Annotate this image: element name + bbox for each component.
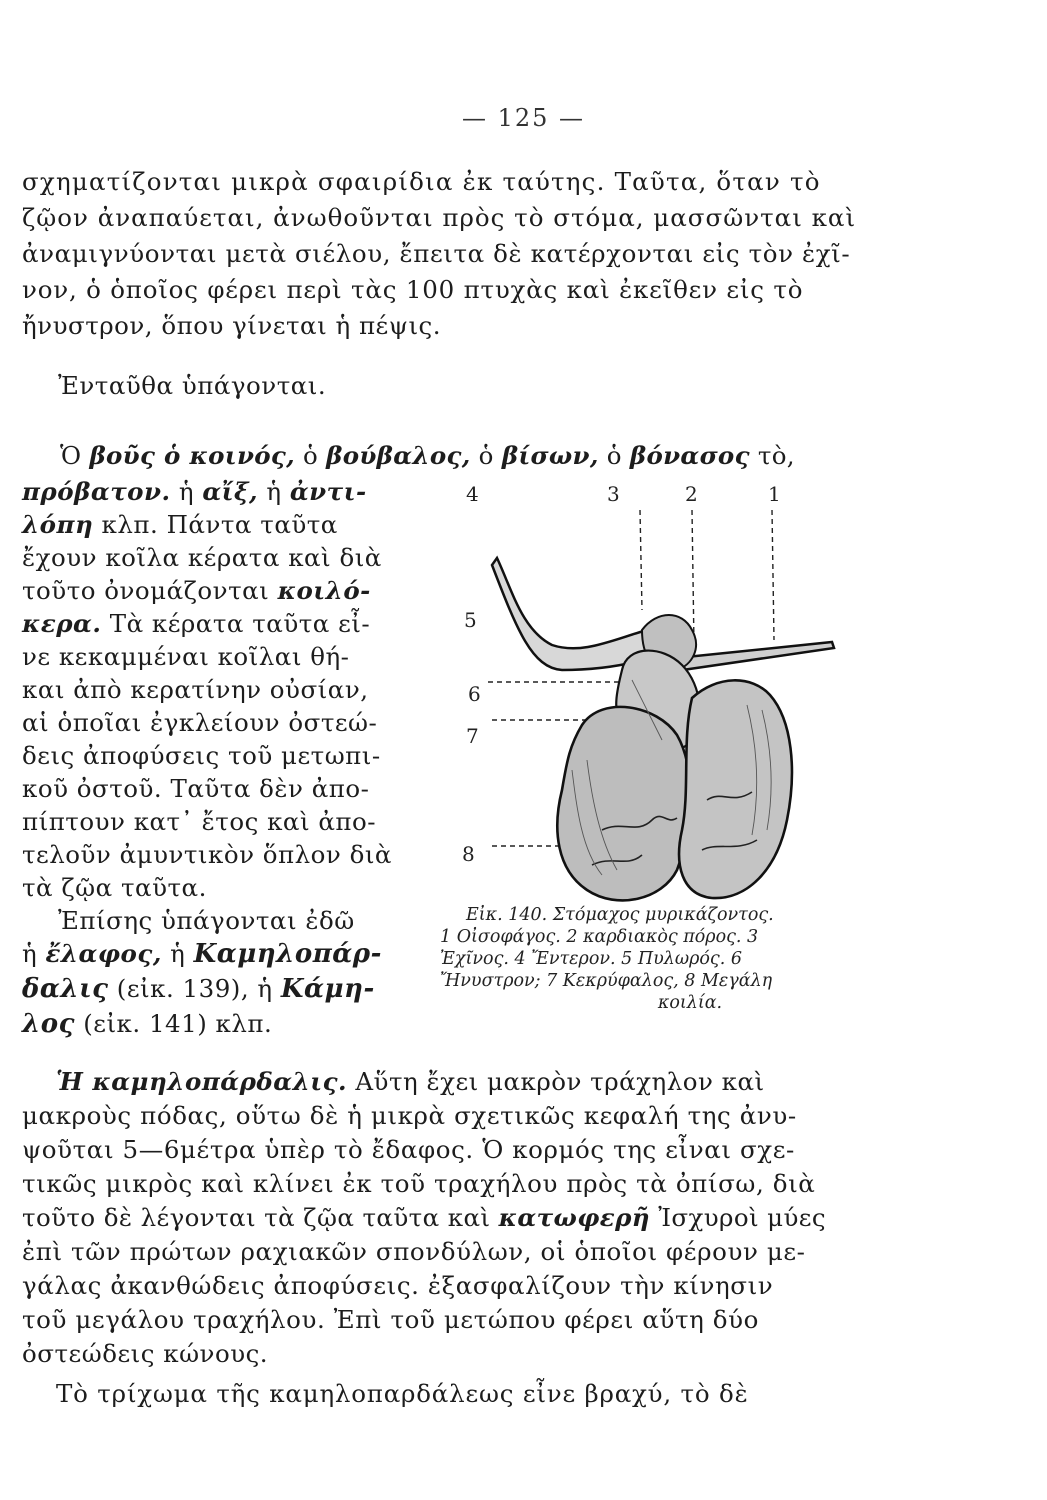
column-line-4 bbox=[22, 575, 392, 608]
caption-line-4: Ἤνυστρον; 7 Κεκρύφαλος, 8 Μεγάλη bbox=[440, 971, 773, 991]
giraffe-text: Αὕτη ἔχει μακρὸν τράχηλον καὶ bbox=[347, 1067, 765, 1096]
caption-line-2: 1 Οἰσοφάγος. 2 καρδιακὸς πόρος. 3 bbox=[440, 927, 759, 947]
column-line-5 bbox=[22, 608, 392, 641]
rumen-left bbox=[557, 707, 690, 901]
giraffe-heading: Ἡ καμηλοπάρδαλις. bbox=[56, 1067, 348, 1096]
column-text: Τὰ κέρατα ταῦτα εἶ- bbox=[101, 609, 371, 638]
column-text: ἡ bbox=[161, 939, 194, 968]
column-line-3: ἔχουν κοῖλα κέρατα καὶ διὰ bbox=[22, 543, 382, 572]
column-text: ἡ bbox=[22, 939, 46, 968]
intro-line-2: ζῷον ἀναπαύεται, ἀνωθοῦνται πρὸς τὸ στόμα, μασσῶνται καὶ bbox=[22, 203, 857, 232]
column-line-12: τελοῦν ἀμυντικὸν ὅπλον διὰ bbox=[22, 840, 392, 869]
term-antelope-end: λόπη bbox=[22, 510, 94, 539]
caption-line-1: Εἰκ. 140. Στόμαχος μυρικάζοντος. bbox=[466, 905, 774, 925]
ruminant-text: Ὁ bbox=[60, 441, 90, 470]
ruminant-text: ὁ bbox=[470, 441, 502, 470]
ruminant-text: ὁ bbox=[598, 441, 630, 470]
column-line-15 bbox=[22, 938, 392, 973]
column-line-10: κοῦ ὀστοῦ. Ταῦτα δὲν ἀπο- bbox=[22, 774, 370, 803]
giraffe-line-2: μακροὺς πόδας, οὕτω δὲ ἡ μικρὰ σχετικῶς κεφαλή της ἀνυ- bbox=[22, 1101, 797, 1130]
section-heading: Ἐνταῦθα ὑπάγονται. bbox=[58, 371, 327, 400]
term-katoferi: κατωφερῆ bbox=[498, 1203, 650, 1232]
term-koilokera-end: κερα. bbox=[22, 609, 102, 638]
term-deer: ἔλαφος, bbox=[45, 939, 162, 968]
column-line-2 bbox=[22, 509, 392, 542]
intro-line-5: ἤνυστρον, ὅπου γίνεται ἡ πέψις. bbox=[22, 311, 442, 340]
intro-line-1: σχηματίζονται μικρὰ σφαιρίδια ἐκ ταύτης. Ταῦτα, ὅταν τὸ bbox=[22, 167, 821, 196]
term-buffalo: βούβαλος, bbox=[326, 441, 471, 470]
column-line-6: νε κεκαμμέναι κοῖλαι θή- bbox=[22, 642, 350, 671]
term-antelope: ἀντι- bbox=[289, 477, 367, 506]
ruminant-line bbox=[60, 440, 795, 472]
column-text: (εἰκ. 141) κλπ. bbox=[74, 1009, 273, 1038]
column-line-9: δεις ἀποφύσεις τοῦ μετωπι- bbox=[22, 741, 381, 770]
caption-line-5: κοιλία. bbox=[657, 993, 723, 1013]
figure-label-6: 6 bbox=[468, 682, 481, 706]
term-ox: βοῦς ὁ κοινός, bbox=[89, 441, 295, 470]
term-koilokera: κοιλό- bbox=[277, 576, 371, 605]
giraffe-text: τοῦτο δὲ λέγονται τὰ ζῷα ταῦτα καὶ bbox=[22, 1203, 499, 1232]
text-column bbox=[22, 476, 392, 1041]
term-goat: αἴξ, bbox=[202, 477, 259, 506]
column-text: ἡ bbox=[170, 477, 203, 506]
giraffe-line-8: τοῦ μεγάλου τραχήλου. Ἐπὶ τοῦ μετώπου φέρει αὕτη δύο bbox=[22, 1305, 759, 1334]
column-line-13: τὰ ζῷα ταῦτα. bbox=[22, 873, 207, 902]
giraffe-line-7: γάλας ἀκανθώδεις ἀποφύσεις. ἐξασφαλίζουν τὴν κίνησιν bbox=[22, 1271, 774, 1300]
figure-label-4: 4 bbox=[466, 482, 479, 506]
intro-line-4: νον, ὁ ὁποῖος φέρει περὶ τὰς 100 πτυχὰς καὶ ἐκεῖθεν εἰς τὸ bbox=[22, 275, 804, 304]
column-text: τοῦτο ὀνομάζονται bbox=[22, 576, 278, 605]
rumen-right bbox=[679, 680, 792, 898]
column-line-16 bbox=[22, 973, 392, 1008]
giraffe-line-10: Τὸ τρίχωμα τῆς καμηλοπαρδάλεως εἶνε βραχύ, τὸ δὲ bbox=[56, 1379, 749, 1408]
term-sheep: πρόβατον. bbox=[22, 477, 171, 506]
figure-label-8: 8 bbox=[462, 842, 475, 866]
figure-label-3: 3 bbox=[607, 482, 620, 506]
column-text: κλπ. Πάντα ταῦτα bbox=[93, 510, 338, 539]
giraffe-line-6: ἐπὶ τῶν πρώτων ραχιακῶν σπονδύλων, οἱ ὁποῖοι φέρουν με- bbox=[22, 1237, 806, 1266]
figure-label-2: 2 bbox=[685, 482, 698, 506]
column-line-11: πίπτουν κατ᾿ ἔτος καὶ ἀπο- bbox=[22, 807, 377, 836]
stomach-figure bbox=[452, 470, 892, 910]
figure-label-5: 5 bbox=[464, 608, 477, 632]
intro-line-3: ἀναμιγνύονται μετὰ σιέλου, ἔπειτα δὲ κατέρχονται εἰς τὸν ἐχῖ- bbox=[22, 239, 851, 268]
ruminant-text: ὁ bbox=[294, 441, 327, 470]
giraffe-line-9: ὀστεώδεις κώνους. bbox=[22, 1339, 269, 1368]
term-giraffe-end: δαλις bbox=[22, 974, 109, 1004]
term-camel-end: λος bbox=[22, 1009, 75, 1039]
caption-line-3: Ἐχῖνος. 4 Ἔντερον. 5 Πυλωρός. 6 bbox=[440, 949, 742, 969]
column-line-14: Ἐπίσης ὑπάγονται ἐδῶ bbox=[58, 906, 355, 935]
column-text: ἡ bbox=[258, 477, 290, 506]
column-line-1 bbox=[22, 476, 392, 509]
column-text: (εἰκ. 139), ἡ bbox=[108, 974, 281, 1003]
column-line-17 bbox=[22, 1008, 392, 1041]
figure-caption bbox=[440, 904, 880, 1014]
giraffe-line-4: τικῶς μικρὸς καὶ κλίνει ἐκ τοῦ τραχήλου πρὸς τὰ ὀπίσω, διὰ bbox=[22, 1169, 816, 1198]
column-line-7: και ἀπὸ κερατίνην οὐσίαν, bbox=[22, 675, 369, 704]
term-bison: βίσων, bbox=[501, 441, 599, 470]
giraffe-line-5 bbox=[22, 1202, 826, 1234]
term-giraffe: Καμηλοπάρ- bbox=[193, 939, 382, 969]
figure-label-1: 1 bbox=[768, 482, 781, 506]
column-line-8: αἱ ὁποῖαι ἐγκλείουν ὀστεώ- bbox=[22, 708, 378, 737]
stomach-illustration bbox=[452, 470, 892, 910]
giraffe-text: Ἰσχυροὶ μύες bbox=[650, 1203, 826, 1232]
term-camel: Κάμη- bbox=[280, 974, 375, 1004]
figure-label-7: 7 bbox=[466, 724, 479, 748]
ruminant-text: τὸ, bbox=[749, 441, 795, 470]
term-bonasus: βόνασος bbox=[629, 441, 750, 470]
giraffe-line-3: ψοῦται 5—6μέτρα ὑπὲρ τὸ ἔδαφος. Ὁ κορμός της εἶναι σχε- bbox=[22, 1135, 795, 1164]
page-number: — 125 — bbox=[461, 104, 586, 132]
giraffe-line-1 bbox=[56, 1066, 765, 1098]
